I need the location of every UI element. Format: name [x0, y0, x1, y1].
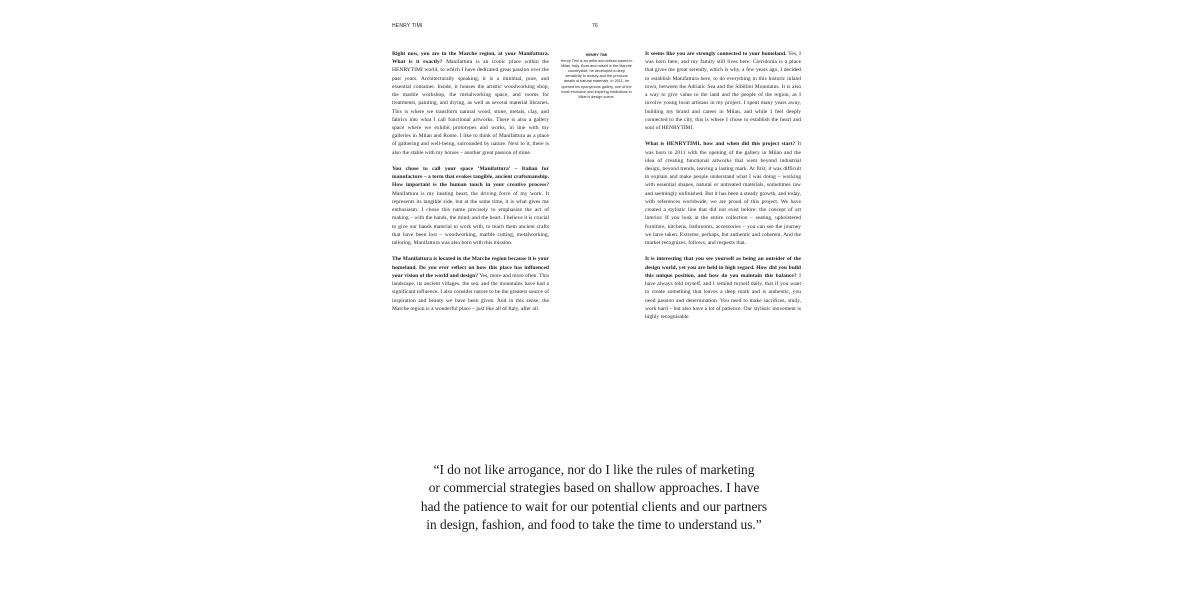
page-number: 76	[592, 23, 598, 29]
question-text: The Manifattura is located in the Marche region because it is your homeland. Do you ever reflect on how this place has influenced your vision of the world and design?	[392, 256, 549, 279]
bio-sidebar	[560, 53, 633, 100]
left-column	[392, 50, 549, 321]
pull-quote-line: “I do not like arrogance, nor do I like the rules of marketing	[433, 462, 755, 477]
pull-quote-line: or commercial strategies based on shallow approaches. I have	[428, 480, 760, 496]
question-text: What is HENRYTIMI, how and when did this project start?	[645, 141, 796, 148]
bio-text: Henry Timi is an artist and artisan based in Milan, Italy. Born and raised in the Marche countryside, he developed a deep sensitivity to beauty and the precious details of natural materials. In 2011, he opened his eponymous gallery, one of the most exclusive and inspiring institutions in Milan’s design scene.	[560, 59, 633, 99]
qa-paragraph	[645, 140, 801, 247]
answer-text: Yes, more and more often. This landscape, its ancient villages, the sea, and the mountains have had a significant influence. I also consider nature to be the greatest source of inspiration and beauty we have been given. And in this sense, the Marche region is a wonderful place – just like all of Italy, after all.	[392, 272, 549, 312]
pull-quote-line: in design, fashion, and food to take the time to understand us.”	[426, 516, 762, 532]
question-text: Right now, you are in the Marche region, at your Manifattura. What is it exactly?	[392, 51, 549, 66]
bio-name: HENRY TIMI	[585, 53, 608, 57]
question-text: It is interesting that you see yourself as being an outsider of the design world, yet you are held in high regard. How did you build this unique position, and how do you maintain this balance?	[645, 256, 801, 279]
qa-paragraph	[392, 50, 549, 157]
answer-text: Manifattura is my beating heart, the driving force of my work. It represents its tangible side, but at the same time, it is what gives me enthusiasm. I chose this name precisely to emphasize the act of making – with the hands, the mind, and the heart. I believe it is crucial to give our hands material to work with, to teach them ancient crafts that have been lost – woodworking, marble cutting, metalworking, tailoring. Manifattura was also born with this mission.	[392, 190, 549, 246]
pull-quote-line: had the patience to wait for our potential clients and our partners	[420, 498, 768, 514]
answer-text: Yes, I was born here, and my family still lives here. Corridonia is a place that gives me great serenity, which is why, a few years ago, I decided to establish Manifattura here, to do everything in this historic inland town, between the Adriatic Sea and the Sibillini Mountains. It is also a way to give value to the land and the people of the region, as I involve young local artisans in my project. I spent many years away, building my brand and career in Milan, and while I feel deeply connected to the city, this is where I chose to establish the heart and soul of HENRYTIMI.	[645, 51, 801, 131]
right-column	[645, 50, 801, 329]
answer-text: I have always told myself, and I remind myself daily, that if you want to create something that leaves a deep mark and is authentic, you need passion and determination. You need to make sacrifices, study, work hard – but also have a lot of patience. Our stylistic movement is highly recognisable	[645, 272, 801, 320]
qa-paragraph	[392, 165, 549, 247]
answer-text: Manifattura is an iconic place within the HENRYTIMI world, to which I have dedicated great passion over the past years. Architecturally speaking, it is a minimal, pure, and essential container. Inside, it houses the artistic woodworking shop, the marble workshop, the metalworking space, and rooms for treatments, painting, and drying, as well as several material libraries. This is where we transform natural wood, stone, metals, clay, and fabrics into what I call functional artworks. There is also a gallery space where we exhibit prototypes and works, in line with my galleries in Milan and Rome. I like to think of Manifattura as a place of gathering and well-being, surrounded by nature. Next to it, there is also the stable with my horses – another great passion of mine.	[392, 59, 549, 156]
qa-paragraph	[392, 255, 549, 313]
question-text: It seems like you are strongly connected to your homeland.	[645, 51, 787, 57]
running-title: HENRY TIMI	[392, 23, 423, 29]
qa-paragraph	[645, 255, 801, 321]
pull-quote	[400, 461, 788, 534]
answer-text: It was born in 2011 with the opening of the gallery in Milan and the idea of creating functional artworks that went beyond industrial design, beyond trends, leaving a lasting mark. At first, it was difficult to explain and make people understand what I was doing – working with essential shapes, natural or untreated materials, sometimes raw and seemingly unfinished. But it has been a steady growth, and today, with references worldwide, we are proud of this project. We have created a stylistic line that did not exist before: the concept of art interior. If you look at the entire collection – seating, upholstered furniture, kitchens, bathrooms, accessories – you can see the journey we have taken. Extreme, perhaps, but authentic and coherent. And the market recognizes, follows, and respects that.	[645, 141, 801, 246]
question-text: You chose to call your space ‘Manifattura’ – Italian for manufacture – a term that evokes tangible, ancient craftsmanship. How important is the human touch in your creative process?	[392, 166, 549, 189]
qa-paragraph	[645, 50, 801, 132]
